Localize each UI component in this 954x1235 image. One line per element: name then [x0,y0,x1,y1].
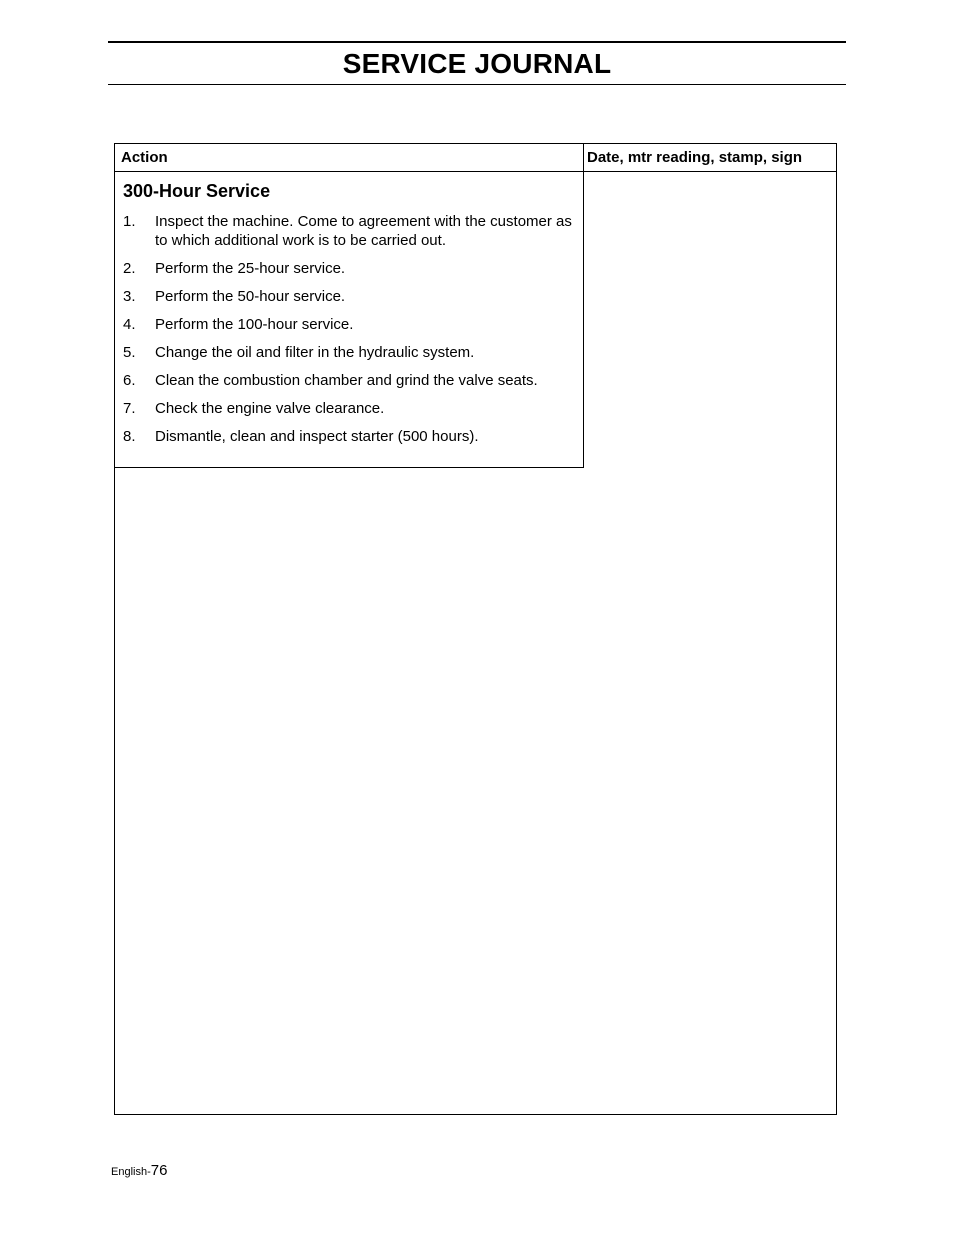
column-header-action: Action [115,144,584,172]
list-item [123,287,575,306]
step-number: 7. [123,400,136,417]
list-item [123,259,575,278]
footer-language: English- [111,1166,151,1178]
column-header-date-sign: Date, mtr reading, stamp, sign [583,144,837,172]
page-title: SERVICE JOURNAL [342,47,612,79]
list-item [123,427,575,446]
service-journal-table [114,143,837,1115]
page-title-bar [108,41,846,85]
step-text: Change the oil and filter in the hydraulic system. [155,344,475,361]
step-number: 3. [123,288,136,305]
page-number: 76 [150,1162,168,1179]
step-number: 2. [123,260,136,277]
list-item [123,343,575,362]
list-item [123,399,575,418]
step-text: Perform the 50-hour service. [155,288,346,305]
step-text: Clean the combustion chamber and grind the valve seats. [155,372,538,389]
step-number: 8. [123,428,136,445]
step-number: 1. [123,213,136,230]
action-cell [115,172,584,468]
step-text: Dismantle, clean and inspect starter (500 hours). [155,428,479,445]
service-heading: 300-Hour Service [123,181,271,201]
step-text: Perform the 100-hour service. [155,316,354,333]
step-text: Check the engine valve clearance. [155,400,385,417]
step-number: 5. [123,344,136,361]
list-item [123,212,575,250]
step-number: 4. [123,316,136,333]
list-item [123,315,575,334]
step-number: 6. [123,372,136,389]
step-text: Inspect the machine. Come to agreement with the customer as to which additional work is to be carried out. [155,213,572,249]
page-footer [111,1162,167,1179]
list-item [123,371,575,390]
service-steps-list [123,212,575,446]
step-text: Perform the 25-hour service. [155,260,346,277]
